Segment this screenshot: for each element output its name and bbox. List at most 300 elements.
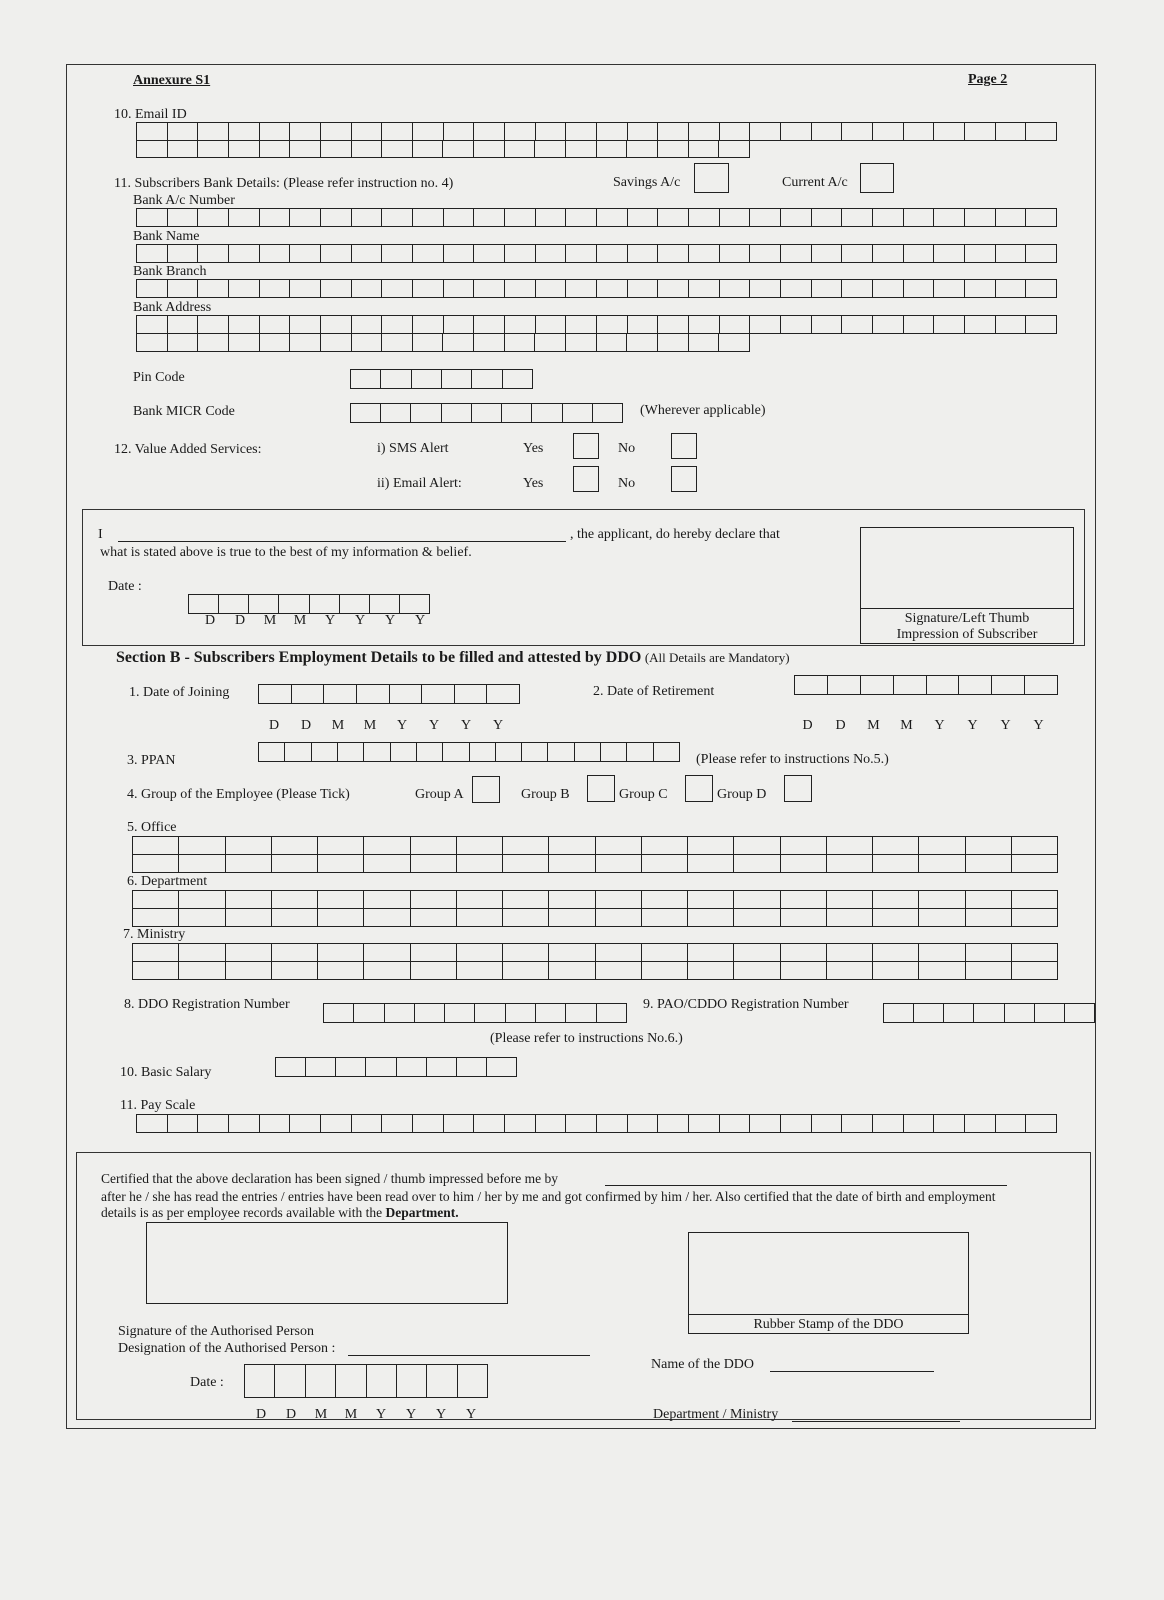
char-cell[interactable] (226, 909, 272, 927)
char-cell[interactable] (873, 123, 904, 141)
char-cell[interactable] (226, 944, 272, 962)
char-cell[interactable] (842, 123, 873, 141)
char-cell[interactable] (198, 123, 229, 141)
char-cell[interactable] (457, 944, 503, 962)
char-cell[interactable] (1012, 891, 1058, 909)
char-cell[interactable] (996, 1115, 1027, 1133)
char-cell[interactable] (597, 1115, 628, 1133)
char-cell[interactable] (535, 334, 566, 352)
char-cell[interactable] (812, 1115, 843, 1133)
char-cell[interactable] (965, 316, 996, 334)
char-cell[interactable] (321, 1115, 352, 1133)
char-cell[interactable] (198, 209, 229, 227)
char-cell[interactable] (965, 245, 996, 263)
char-cell[interactable] (137, 123, 168, 141)
char-cell[interactable] (168, 245, 199, 263)
char-cell[interactable] (642, 962, 688, 980)
char-cell[interactable] (364, 837, 410, 855)
char-cell[interactable] (354, 1004, 384, 1023)
char-cell[interactable] (390, 685, 423, 704)
char-cell[interactable] (413, 280, 444, 298)
basic-salary-grid[interactable] (275, 1057, 517, 1077)
char-cell[interactable] (413, 334, 444, 352)
char-cell[interactable] (522, 743, 548, 762)
char-cell[interactable] (198, 141, 229, 158)
char-cell[interactable] (627, 141, 658, 158)
char-cell[interactable] (445, 1004, 475, 1023)
char-cell[interactable] (549, 891, 595, 909)
char-cell[interactable] (137, 141, 168, 158)
char-cell[interactable] (597, 316, 628, 334)
char-cell[interactable] (381, 370, 411, 389)
group-d-checkbox[interactable] (784, 775, 812, 802)
char-cell[interactable] (596, 944, 642, 962)
char-cell[interactable] (357, 685, 390, 704)
char-cell[interactable] (474, 123, 505, 141)
char-cell[interactable] (1026, 209, 1057, 227)
char-cell[interactable] (904, 316, 935, 334)
char-cell[interactable] (919, 855, 965, 873)
char-cell[interactable] (658, 141, 689, 158)
char-cell[interactable] (827, 891, 873, 909)
char-cell[interactable] (318, 855, 364, 873)
group-b-checkbox[interactable] (587, 775, 615, 802)
char-cell[interactable] (575, 743, 601, 762)
char-cell[interactable] (688, 909, 734, 927)
char-cell[interactable] (934, 280, 965, 298)
char-cell[interactable] (566, 316, 597, 334)
char-cell[interactable] (596, 909, 642, 927)
char-cell[interactable] (444, 1115, 475, 1133)
char-cell[interactable] (427, 1365, 457, 1398)
char-cell[interactable] (290, 1115, 321, 1133)
char-cell[interactable] (689, 334, 720, 352)
char-cell[interactable] (226, 837, 272, 855)
char-cell[interactable] (781, 123, 812, 141)
char-cell[interactable] (965, 209, 996, 227)
char-cell[interactable] (658, 209, 689, 227)
char-cell[interactable] (324, 685, 357, 704)
char-cell[interactable] (427, 1058, 457, 1077)
retirement-date-grid[interactable] (794, 675, 1058, 695)
bank-branch-grid[interactable] (136, 279, 1057, 298)
char-cell[interactable] (1005, 1004, 1035, 1023)
char-cell[interactable] (536, 316, 567, 334)
char-cell[interactable] (597, 141, 628, 158)
char-cell[interactable] (781, 316, 812, 334)
char-cell[interactable] (966, 837, 1012, 855)
char-cell[interactable] (689, 316, 720, 334)
char-cell[interactable] (290, 123, 321, 141)
char-cell[interactable] (321, 141, 352, 158)
ppan-grid[interactable] (258, 742, 680, 762)
char-cell[interactable] (318, 891, 364, 909)
char-cell[interactable] (505, 209, 536, 227)
char-cell[interactable] (566, 1115, 597, 1133)
char-cell[interactable] (472, 404, 502, 423)
char-cell[interactable] (411, 962, 457, 980)
char-cell[interactable] (367, 1365, 397, 1398)
char-cell[interactable] (351, 404, 381, 423)
char-cell[interactable] (503, 891, 549, 909)
char-cell[interactable] (457, 837, 503, 855)
char-cell[interactable] (168, 334, 199, 352)
char-cell[interactable] (919, 909, 965, 927)
char-cell[interactable] (276, 1058, 306, 1077)
char-cell[interactable] (1035, 1004, 1065, 1023)
char-cell[interactable] (505, 316, 536, 334)
office-grid[interactable] (132, 836, 1058, 873)
char-cell[interactable] (397, 1058, 427, 1077)
char-cell[interactable] (642, 944, 688, 962)
char-cell[interactable] (781, 891, 827, 909)
char-cell[interactable] (873, 1115, 904, 1133)
char-cell[interactable] (566, 209, 597, 227)
char-cell[interactable] (688, 891, 734, 909)
ddo-reg-grid[interactable] (323, 1003, 627, 1023)
char-cell[interactable] (734, 837, 780, 855)
char-cell[interactable] (873, 280, 904, 298)
char-cell[interactable] (318, 909, 364, 927)
char-cell[interactable] (563, 404, 593, 423)
char-cell[interactable] (597, 334, 628, 352)
char-cell[interactable] (279, 595, 309, 614)
char-cell[interactable] (290, 280, 321, 298)
char-cell[interactable] (382, 123, 413, 141)
char-cell[interactable] (827, 855, 873, 873)
char-cell[interactable] (549, 962, 595, 980)
char-cell[interactable] (934, 209, 965, 227)
department-grid[interactable] (132, 890, 1058, 927)
char-cell[interactable] (781, 1115, 812, 1133)
certified-person-line[interactable] (605, 1184, 1007, 1186)
char-cell[interactable] (827, 962, 873, 980)
char-cell[interactable] (457, 962, 503, 980)
char-cell[interactable] (628, 209, 659, 227)
char-cell[interactable] (934, 123, 965, 141)
char-cell[interactable] (627, 334, 658, 352)
char-cell[interactable] (413, 141, 444, 158)
char-cell[interactable] (503, 837, 549, 855)
char-cell[interactable] (734, 944, 780, 962)
char-cell[interactable] (1065, 1004, 1095, 1023)
char-cell[interactable] (996, 123, 1027, 141)
char-cell[interactable] (352, 316, 383, 334)
char-cell[interactable] (689, 280, 720, 298)
char-cell[interactable] (336, 1365, 366, 1398)
char-cell[interactable] (934, 1115, 965, 1133)
char-cell[interactable] (884, 1004, 914, 1023)
savings-checkbox[interactable] (694, 163, 729, 193)
char-cell[interactable] (413, 209, 444, 227)
char-cell[interactable] (873, 944, 919, 962)
char-cell[interactable] (198, 1115, 229, 1133)
char-cell[interactable] (442, 370, 472, 389)
char-cell[interactable] (229, 141, 260, 158)
char-cell[interactable] (996, 209, 1027, 227)
char-cell[interactable] (474, 1115, 505, 1133)
char-cell[interactable] (260, 141, 291, 158)
char-cell[interactable] (536, 245, 567, 263)
char-cell[interactable] (996, 280, 1027, 298)
char-cell[interactable] (996, 316, 1027, 334)
pay-scale-grid[interactable] (136, 1114, 1057, 1133)
char-cell[interactable] (306, 1058, 336, 1077)
char-cell[interactable] (536, 209, 567, 227)
char-cell[interactable] (290, 316, 321, 334)
ddo-name-line[interactable] (770, 1370, 934, 1372)
char-cell[interactable] (411, 944, 457, 962)
email-grid-row1[interactable] (136, 122, 1057, 141)
char-cell[interactable] (781, 962, 827, 980)
char-cell[interactable] (382, 1115, 413, 1133)
char-cell[interactable] (628, 280, 659, 298)
char-cell[interactable] (290, 209, 321, 227)
char-cell[interactable] (137, 209, 168, 227)
char-cell[interactable] (549, 944, 595, 962)
char-cell[interactable] (720, 1115, 751, 1133)
char-cell[interactable] (628, 316, 659, 334)
char-cell[interactable] (366, 1058, 396, 1077)
char-cell[interactable] (179, 909, 225, 927)
char-cell[interactable] (827, 909, 873, 927)
char-cell[interactable] (750, 1115, 781, 1133)
char-cell[interactable] (444, 280, 475, 298)
char-cell[interactable] (472, 370, 502, 389)
char-cell[interactable] (229, 334, 260, 352)
char-cell[interactable] (275, 1365, 305, 1398)
char-cell[interactable] (1026, 245, 1057, 263)
authorised-signature-box[interactable] (146, 1222, 508, 1304)
group-c-checkbox[interactable] (685, 775, 713, 802)
char-cell[interactable] (642, 837, 688, 855)
char-cell[interactable] (259, 743, 285, 762)
char-cell[interactable] (455, 685, 488, 704)
char-cell[interactable] (229, 280, 260, 298)
char-cell[interactable] (198, 316, 229, 334)
char-cell[interactable] (536, 280, 567, 298)
char-cell[interactable] (352, 209, 383, 227)
char-cell[interactable] (734, 962, 780, 980)
char-cell[interactable] (137, 316, 168, 334)
char-cell[interactable] (290, 334, 321, 352)
char-cell[interactable] (168, 1115, 199, 1133)
char-cell[interactable] (364, 743, 390, 762)
char-cell[interactable] (535, 141, 566, 158)
char-cell[interactable] (781, 280, 812, 298)
char-cell[interactable] (873, 837, 919, 855)
char-cell[interactable] (904, 123, 935, 141)
char-cell[interactable] (137, 334, 168, 352)
char-cell[interactable] (734, 891, 780, 909)
char-cell[interactable] (352, 123, 383, 141)
pin-code-grid[interactable] (350, 369, 533, 389)
char-cell[interactable] (658, 316, 689, 334)
char-cell[interactable] (505, 334, 536, 352)
char-cell[interactable] (549, 837, 595, 855)
char-cell[interactable] (179, 944, 225, 962)
char-cell[interactable] (548, 743, 574, 762)
char-cell[interactable] (812, 245, 843, 263)
char-cell[interactable] (505, 245, 536, 263)
char-cell[interactable] (873, 909, 919, 927)
char-cell[interactable] (944, 1004, 974, 1023)
char-cell[interactable] (411, 837, 457, 855)
char-cell[interactable] (532, 404, 562, 423)
bank-name-grid[interactable] (136, 244, 1057, 263)
char-cell[interactable] (689, 209, 720, 227)
char-cell[interactable] (442, 404, 472, 423)
char-cell[interactable] (133, 944, 179, 962)
char-cell[interactable] (133, 891, 179, 909)
char-cell[interactable] (321, 334, 352, 352)
char-cell[interactable] (179, 891, 225, 909)
char-cell[interactable] (1026, 1115, 1057, 1133)
char-cell[interactable] (411, 404, 441, 423)
char-cell[interactable] (370, 595, 400, 614)
char-cell[interactable] (919, 891, 965, 909)
char-cell[interactable] (385, 1004, 415, 1023)
email-yes-checkbox[interactable] (573, 466, 599, 492)
char-cell[interactable] (1012, 944, 1058, 962)
char-cell[interactable] (260, 334, 291, 352)
char-cell[interactable] (229, 123, 260, 141)
char-cell[interactable] (628, 245, 659, 263)
char-cell[interactable] (168, 316, 199, 334)
char-cell[interactable] (290, 245, 321, 263)
char-cell[interactable] (413, 245, 444, 263)
char-cell[interactable] (536, 1004, 566, 1023)
pao-reg-grid[interactable] (883, 1003, 1095, 1023)
char-cell[interactable] (720, 316, 751, 334)
sms-no-checkbox[interactable] (671, 433, 697, 459)
char-cell[interactable] (827, 837, 873, 855)
char-cell[interactable] (168, 209, 199, 227)
char-cell[interactable] (720, 245, 751, 263)
char-cell[interactable] (260, 209, 291, 227)
char-cell[interactable] (536, 123, 567, 141)
char-cell[interactable] (719, 141, 750, 158)
char-cell[interactable] (168, 280, 199, 298)
char-cell[interactable] (487, 1058, 517, 1077)
char-cell[interactable] (566, 141, 597, 158)
char-cell[interactable] (996, 245, 1027, 263)
char-cell[interactable] (229, 245, 260, 263)
char-cell[interactable] (566, 334, 597, 352)
char-cell[interactable] (719, 334, 750, 352)
char-cell[interactable] (352, 245, 383, 263)
char-cell[interactable] (750, 316, 781, 334)
designation-line[interactable] (348, 1354, 590, 1356)
char-cell[interactable] (321, 280, 352, 298)
char-cell[interactable] (226, 891, 272, 909)
char-cell[interactable] (391, 743, 417, 762)
char-cell[interactable] (688, 837, 734, 855)
char-cell[interactable] (1012, 855, 1058, 873)
char-cell[interactable] (593, 404, 623, 423)
char-cell[interactable] (397, 1365, 427, 1398)
char-cell[interactable] (566, 123, 597, 141)
certificate-date-grid[interactable] (244, 1364, 488, 1398)
char-cell[interactable] (597, 209, 628, 227)
char-cell[interactable] (137, 245, 168, 263)
char-cell[interactable] (720, 123, 751, 141)
char-cell[interactable] (364, 944, 410, 962)
char-cell[interactable] (306, 1365, 336, 1398)
char-cell[interactable] (795, 676, 828, 695)
char-cell[interactable] (904, 209, 935, 227)
char-cell[interactable] (506, 1004, 536, 1023)
char-cell[interactable] (229, 1115, 260, 1133)
char-cell[interactable] (549, 855, 595, 873)
sms-yes-checkbox[interactable] (573, 433, 599, 459)
char-cell[interactable] (443, 141, 474, 158)
char-cell[interactable] (318, 837, 364, 855)
char-cell[interactable] (658, 123, 689, 141)
char-cell[interactable] (873, 245, 904, 263)
char-cell[interactable] (324, 1004, 354, 1023)
char-cell[interactable] (443, 743, 469, 762)
char-cell[interactable] (965, 123, 996, 141)
char-cell[interactable] (842, 280, 873, 298)
char-cell[interactable] (628, 1115, 659, 1133)
char-cell[interactable] (338, 743, 364, 762)
char-cell[interactable] (382, 316, 413, 334)
char-cell[interactable] (505, 141, 536, 158)
char-cell[interactable] (1012, 837, 1058, 855)
char-cell[interactable] (458, 1365, 488, 1398)
char-cell[interactable] (272, 962, 318, 980)
char-cell[interactable] (133, 962, 179, 980)
char-cell[interactable] (861, 676, 894, 695)
dept-ministry-line[interactable] (792, 1420, 960, 1422)
char-cell[interactable] (340, 595, 370, 614)
char-cell[interactable] (1026, 123, 1057, 141)
char-cell[interactable] (536, 1115, 567, 1133)
char-cell[interactable] (750, 209, 781, 227)
char-cell[interactable] (873, 962, 919, 980)
char-cell[interactable] (474, 316, 505, 334)
char-cell[interactable] (352, 1115, 383, 1133)
char-cell[interactable] (292, 685, 325, 704)
char-cell[interactable] (364, 855, 410, 873)
char-cell[interactable] (781, 245, 812, 263)
char-cell[interactable] (382, 334, 413, 352)
char-cell[interactable] (927, 676, 960, 695)
char-cell[interactable] (336, 1058, 366, 1077)
char-cell[interactable] (487, 685, 520, 704)
char-cell[interactable] (904, 1115, 935, 1133)
char-cell[interactable] (689, 245, 720, 263)
char-cell[interactable] (411, 891, 457, 909)
char-cell[interactable] (382, 245, 413, 263)
char-cell[interactable] (596, 837, 642, 855)
char-cell[interactable] (352, 141, 383, 158)
char-cell[interactable] (422, 685, 455, 704)
char-cell[interactable] (597, 123, 628, 141)
char-cell[interactable] (873, 891, 919, 909)
char-cell[interactable] (413, 123, 444, 141)
declarant-name-line[interactable] (118, 540, 566, 542)
char-cell[interactable] (260, 123, 291, 141)
char-cell[interactable] (321, 316, 352, 334)
char-cell[interactable] (720, 209, 751, 227)
char-cell[interactable] (781, 909, 827, 927)
char-cell[interactable] (597, 1004, 627, 1023)
char-cell[interactable] (503, 855, 549, 873)
char-cell[interactable] (597, 245, 628, 263)
char-cell[interactable] (566, 1004, 596, 1023)
